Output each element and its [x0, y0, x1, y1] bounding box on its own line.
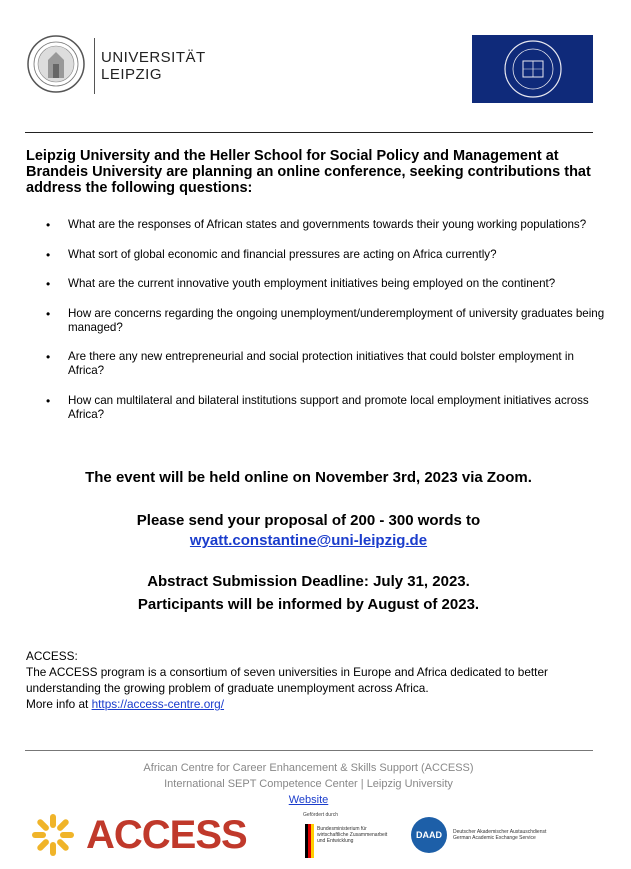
- question-text: What are the responses of African states and governments towards their young working populations?: [68, 218, 587, 231]
- question-list: [26, 218, 606, 437]
- bullet-icon: •: [46, 350, 51, 364]
- bmz-ministry-name: Bundesministerium für wirtschaftliche Zusammenarbeit und Entwicklung: [317, 826, 388, 844]
- german-flag-icon: [305, 824, 315, 858]
- question-text: How are concerns regarding the ongoing unemployment/underemployment of university graduates being managed?: [68, 306, 605, 334]
- footer-line2: International SEPT Competence Center | Leipzig University: [164, 778, 453, 790]
- more-info-prefix: More info at: [26, 697, 92, 711]
- notification-date: Participants will be informed by August of 2023.: [137, 596, 480, 613]
- header-divider: [94, 38, 95, 94]
- more-info-line: [26, 696, 601, 712]
- list-item: [26, 307, 606, 335]
- list-item: [26, 248, 606, 262]
- footer-line1: African Centre for Career Enhancement & Skills Support (ACCESS): [143, 762, 474, 774]
- website-link[interactable]: Website: [288, 794, 329, 806]
- header-rule: [25, 132, 593, 133]
- access-website-link[interactable]: https://access-centre.org/: [91, 697, 225, 711]
- access-section: [26, 648, 601, 712]
- brandeis-seal-icon: [503, 39, 563, 99]
- bullet-icon: •: [46, 393, 51, 408]
- access-description: The ACCESS program is a consortium of seven universities in Europe and Africa dedicated to better understanding the growing problem of graduate unemployment across Africa.: [26, 665, 548, 695]
- bmz-logo: [303, 812, 403, 862]
- brandeis-seal-logo: [472, 35, 593, 103]
- access-heading: ACCESS:: [26, 649, 78, 663]
- footer: [0, 760, 617, 808]
- funded-by-label: Gefördert durch: [303, 812, 339, 818]
- bullet-icon: •: [46, 277, 51, 291]
- question-text: What are the current innovative youth employment initiatives being employed on the continent?: [68, 277, 556, 290]
- footer-rule: [25, 750, 593, 751]
- access-logo: [30, 812, 247, 858]
- list-item: [26, 350, 606, 378]
- daad-logo: [411, 817, 553, 853]
- leipzig-university-seal-logo: [26, 34, 86, 94]
- send-proposal-text: Please send your proposal of 200 - 300 words to: [136, 512, 481, 529]
- university-name-line2: LEIPZIG: [101, 66, 163, 83]
- sun-icon: [30, 812, 76, 858]
- university-name-line1: UNIVERSITÄT: [101, 49, 206, 66]
- list-item: [26, 394, 606, 422]
- daad-emblem: DAAD: [411, 817, 447, 853]
- submission-deadline: Abstract Submission Deadline: July 31, 2023.: [147, 573, 470, 590]
- question-text: Are there any new entrepreneurial and social protection initiatives that could bolster employment in Africa?: [68, 350, 574, 377]
- bullet-icon: •: [46, 247, 51, 262]
- conference-intro: Leipzig University and the Heller School for Social Policy and Management at Brandeis University are planning an online conference, seeking contributions that address the following questions:: [26, 148, 591, 196]
- question-text: How can multilateral and bilateral institutions support and promote local employment initiatives across Africa?: [68, 393, 589, 421]
- bullet-icon: •: [46, 218, 51, 232]
- list-item: [26, 218, 606, 232]
- question-text: What sort of global economic and financial pressures are acting on Africa currently?: [68, 247, 497, 261]
- daad-name: Deutscher Akademischer Austauschdienst German Academic Exchange Service: [453, 829, 547, 841]
- bullet-icon: •: [46, 306, 51, 321]
- email-link[interactable]: wyatt.constantine@uni-leipzig.de: [189, 532, 428, 549]
- university-name: [101, 49, 206, 83]
- event-date: The event will be held online on November 3rd, 2023 via Zoom.: [85, 469, 532, 486]
- list-item: [26, 277, 606, 291]
- access-wordmark: ACCESS: [86, 812, 247, 857]
